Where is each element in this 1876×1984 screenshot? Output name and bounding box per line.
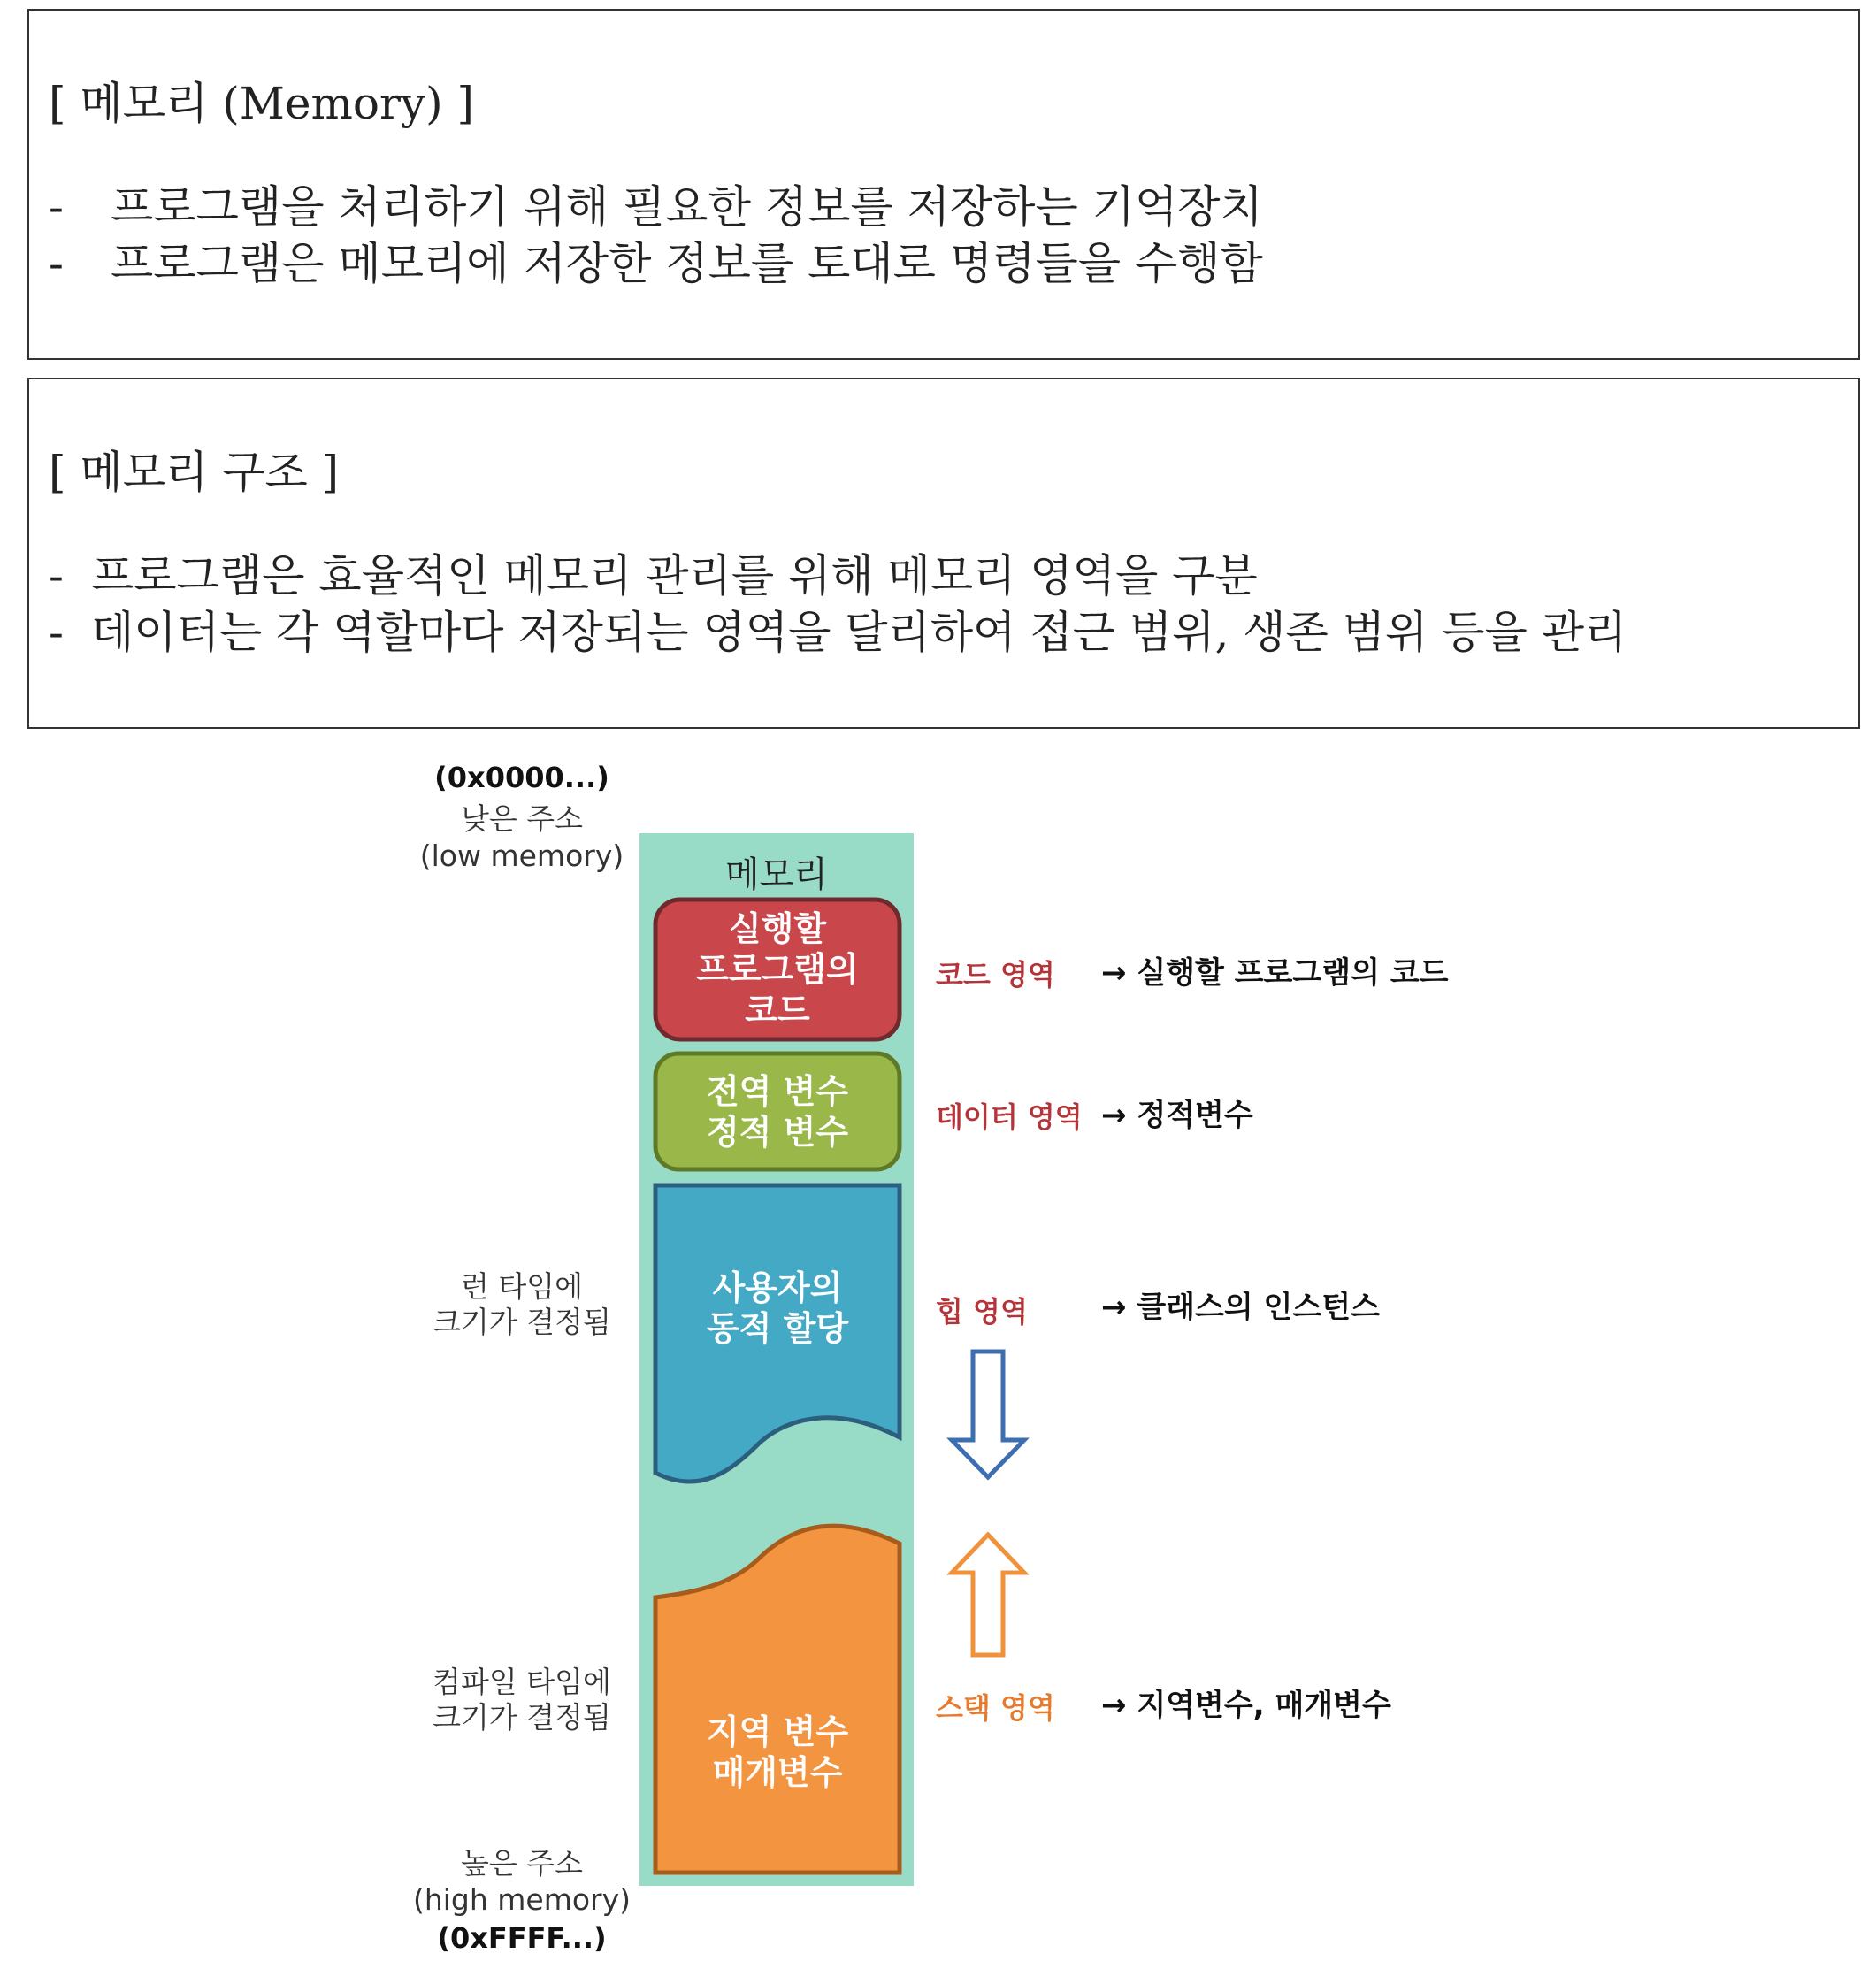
runtime-note-line1: 런 타임에 — [460, 1269, 583, 1304]
code-region-name: 코드 영역 — [936, 958, 1055, 992]
heap-region-desc: → 클래스의 인스턴스 — [1101, 1290, 1380, 1325]
bullet-text: 데이터는 각 역할마다 저장되는 영역을 달리하여 접근 범위, 생존 범위 등을 관리 — [91, 607, 1627, 658]
bullet-item: - 프로그램을 처리하기 위해 필요한 정보를 저장하는 기억장치 — [49, 181, 1263, 233]
low-address-label: 낮은 주소 — [460, 801, 583, 836]
heap-block-text — [655, 1268, 900, 1349]
high-address-label: 높은 주소 — [460, 1846, 583, 1881]
stack-region-name: 스택 영역 — [936, 1691, 1055, 1725]
bullet-item: - 프로그램은 메모리에 저장한 정보를 토대로 명령들을 수행함 — [49, 238, 1263, 289]
bullet-text: 프로그램은 메모리에 저장한 정보를 토대로 명령들을 수행함 — [111, 238, 1263, 289]
high-address-hex: (0xFFFF...) — [437, 1921, 607, 1955]
low-address-hex: (0x0000...) — [434, 761, 609, 794]
data-block-line: 전역 변수 — [706, 1072, 849, 1111]
stack-block-line: 매개변수 — [712, 1753, 843, 1792]
code-block-line: 코드 — [745, 991, 810, 1030]
heap-block-line: 사용자의 — [712, 1268, 843, 1307]
runtime-note-line2: 크기가 결정됨 — [433, 1305, 611, 1339]
data-region-desc: → 정적변수 — [1101, 1098, 1253, 1133]
code-block-line: 실행할 — [728, 909, 827, 948]
stack-block-line: 지역 변수 — [706, 1712, 849, 1751]
heap-growth-down-arrow-icon — [952, 1352, 1024, 1477]
stack-region-desc: → 지역변수, 매개변수 — [1101, 1688, 1391, 1723]
code-block-line: 프로그램의 — [696, 950, 859, 989]
low-address-sub: (low memory) — [419, 839, 624, 873]
compile-note-line1: 컴파일 타임에 — [433, 1665, 611, 1699]
stack-block-text — [655, 1712, 900, 1793]
code-region-desc: → 실행할 프로그램의 코드 — [1101, 955, 1449, 991]
code-block-text — [655, 908, 900, 1030]
bullet-text: 프로그램은 효율적인 메모리 관리를 위해 메모리 영역을 구분 — [91, 550, 1258, 601]
compile-note-line2: 크기가 결정됨 — [433, 1700, 611, 1735]
heap-block-line: 동적 할당 — [706, 1309, 849, 1348]
bullet-text: 프로그램을 처리하기 위해 필요한 정보를 저장하는 기억장치 — [111, 181, 1263, 233]
bullet-item: - 프로그램은 효율적인 메모리 관리를 위해 메모리 영역을 구분 — [49, 550, 1258, 601]
stack-growth-up-arrow-icon — [952, 1535, 1024, 1655]
data-block-line: 정적 변수 — [706, 1113, 849, 1152]
memory-column-label: 메모리 — [725, 854, 828, 895]
bullet-item: - 데이터는 각 역할마다 저장되는 영역을 달리하여 접근 범위, 생존 범위 등을 관리 — [49, 607, 1627, 658]
structure-title: [ 메모리 구조 ] — [49, 447, 340, 498]
data-block-text — [655, 1071, 900, 1153]
high-address-sub: (high memory) — [412, 1882, 632, 1917]
memory-title: [ 메모리 (Memory) ] — [49, 78, 475, 129]
data-region-name: 데이터 영역 — [936, 1100, 1083, 1134]
heap-region-name: 힙 영역 — [936, 1295, 1028, 1329]
